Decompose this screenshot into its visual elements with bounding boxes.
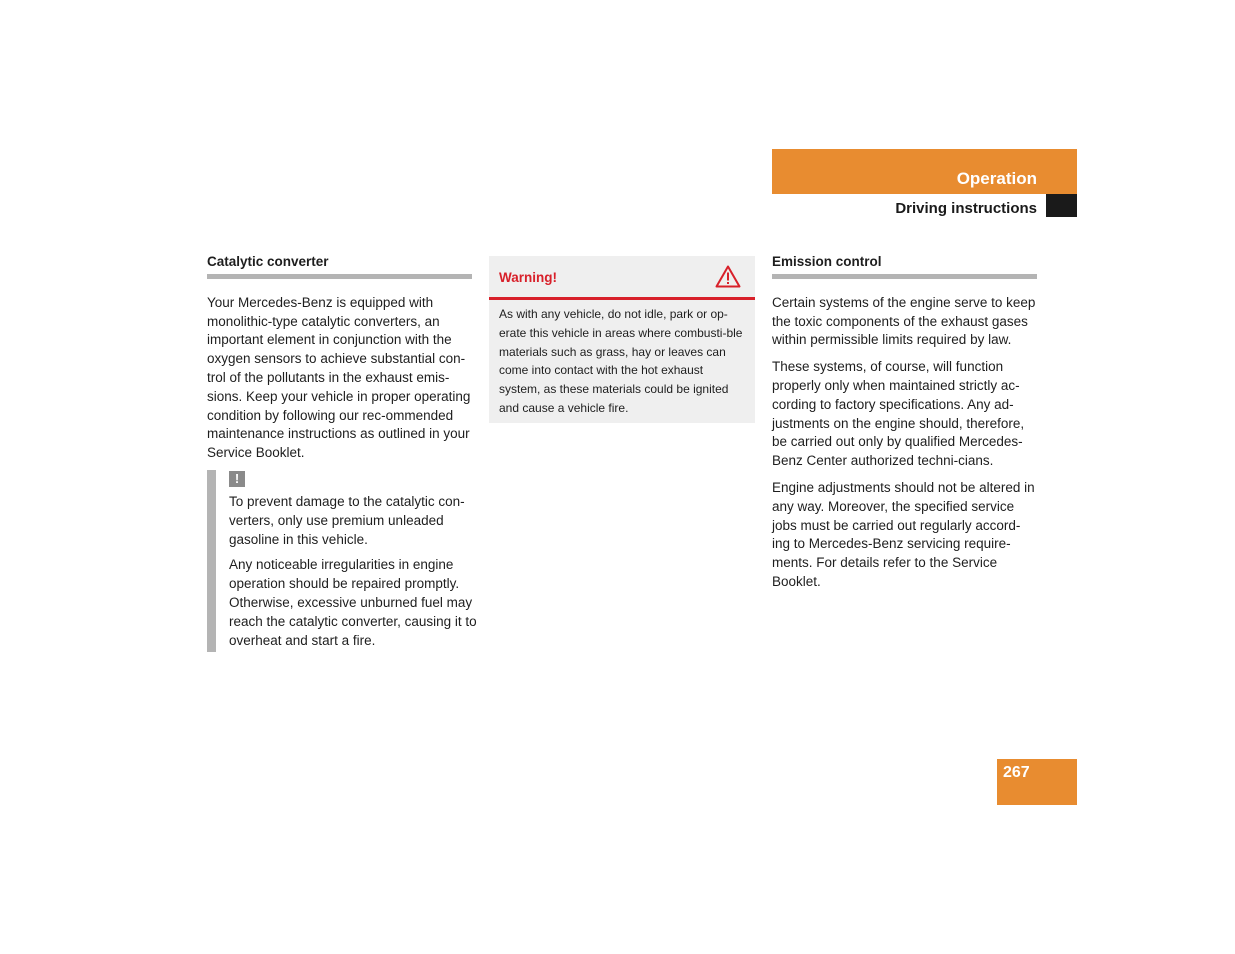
note-paragraph: Any noticeable irregularities in engine operation should be repaired promptly. Otherwise, excessive unburned fuel may reach the catalytic converter, causing it to overheat and start a fire. [229,557,477,648]
warning-text: As with any vehicle, do not idle, park or op-erate this vehicle in areas where combusti-ble materials such as grass, hay or leaves can come into contact with the hot exhaust system, as these materials could be ignited and cause a vehicle fire. [499,307,743,415]
page-number-box [997,759,1077,805]
section-header [772,149,1077,194]
section-tab-marker [1046,194,1077,217]
subsection-title: Driving instructions [895,200,1037,217]
warning-header [489,256,755,300]
catalytic-converter-text: Your Mercedes-Benz is equipped with monolithic-type catalytic converters, an important element in conjunction with the oxygen sensors to achieve substantial con-trol of the pollutants in the exhaust emis-sions. Keep your vehicle in proper operating condition by following our rec-ommended maintenance instructions as outlined in your Service Booklet. [207,294,471,461]
exclamation-icon: ! [229,471,245,487]
page-number: 267 [1003,764,1030,781]
note-paragraph: To prevent damage to the catalytic con-verters, only use premium unleaded gasoline in this vehicle. [229,494,465,547]
emission-control-heading: Emission control [772,253,1037,279]
right-column [772,253,1037,600]
emission-control-paragraph: Certain systems of the engine serve to keep the toxic components of the exhaust gases within permissible limits required by law. [772,294,1036,348]
warning-triangle-icon [715,265,741,288]
section-title: Operation [956,169,1037,188]
warning-title: Warning! [499,270,557,285]
left-column [207,253,472,471]
note-box [207,470,481,652]
warning-box [489,256,755,423]
emission-control-paragraph: These systems, of course, will function properly only when maintained strictly ac-cording to factory specifications. Any ad-justments on the engine should, therefore, be carried out only by qualified Mercedes-Benz Center authorized techni-cians. [772,359,1025,469]
catalytic-converter-heading: Catalytic converter [207,253,472,279]
emission-control-paragraph: Engine adjustments should not be altered in any way. Moreover, the specified service jobs must be carried out regularly accord-ing to Mercedes-Benz servicing require-ments. For details refer to the Service Booklet. [772,479,1035,589]
